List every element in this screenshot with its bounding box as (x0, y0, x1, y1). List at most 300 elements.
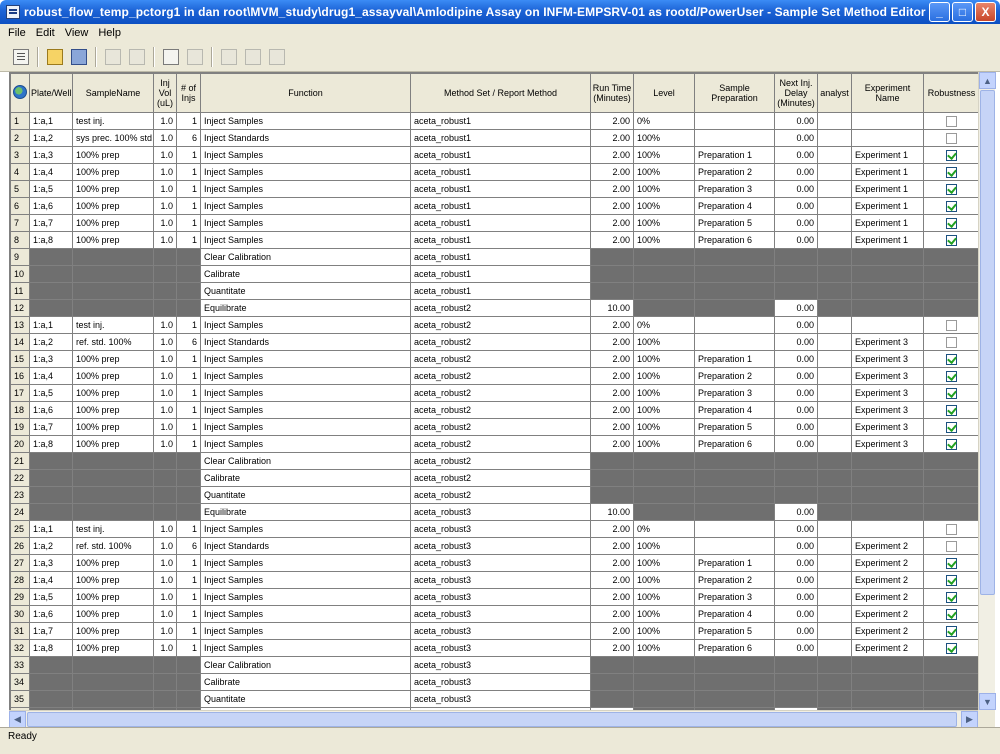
level-cell[interactable]: 0% (634, 317, 695, 334)
analyst-cell[interactable] (818, 555, 852, 572)
analyst-cell[interactable] (818, 164, 852, 181)
experiment-name-cell[interactable]: Experiment 3 (852, 436, 924, 453)
robustness-cell[interactable] (924, 572, 979, 589)
next-inj-delay-cell[interactable]: 0.00 (775, 504, 818, 521)
sample-prep-cell[interactable]: Preparation 1 (695, 351, 775, 368)
column-header[interactable]: Level (634, 74, 695, 113)
analyst-cell[interactable] (818, 232, 852, 249)
sample-name-cell[interactable]: 100% prep (73, 623, 154, 640)
sample-name-cell[interactable] (73, 266, 154, 283)
method-set-cell[interactable]: aceta_robust1 (411, 215, 591, 232)
experiment-name-cell[interactable]: Experiment 3 (852, 334, 924, 351)
copy-button[interactable] (242, 46, 264, 68)
num-injs-cell[interactable] (177, 249, 201, 266)
plate-well-cell[interactable]: 1:a,7 (30, 419, 73, 436)
table-row[interactable] (11, 470, 979, 487)
next-inj-delay-cell[interactable] (775, 691, 818, 708)
sample-name-cell[interactable] (73, 691, 154, 708)
sample-prep-cell[interactable] (695, 317, 775, 334)
experiment-name-cell[interactable]: Experiment 2 (852, 623, 924, 640)
row-number-cell[interactable]: 5 (11, 181, 30, 198)
function-cell[interactable]: Inject Samples (201, 164, 411, 181)
plate-well-cell[interactable]: 1:a,5 (30, 385, 73, 402)
next-inj-delay-cell[interactable]: 0.00 (775, 402, 818, 419)
column-header[interactable]: Sample Preparation (695, 74, 775, 113)
function-cell[interactable]: Inject Samples (201, 623, 411, 640)
level-cell[interactable] (634, 266, 695, 283)
method-set-cell[interactable]: aceta_robust1 (411, 283, 591, 300)
analyst-cell[interactable] (818, 181, 852, 198)
row-number-cell[interactable]: 20 (11, 436, 30, 453)
analyst-cell[interactable] (818, 402, 852, 419)
inj-vol-cell[interactable] (154, 691, 177, 708)
inj-vol-cell[interactable]: 1.0 (154, 640, 177, 657)
row-number-cell[interactable]: 4 (11, 164, 30, 181)
inj-vol-cell[interactable] (154, 487, 177, 504)
table-row[interactable] (11, 521, 979, 538)
inj-vol-cell[interactable]: 1.0 (154, 113, 177, 130)
row-number-cell[interactable]: 14 (11, 334, 30, 351)
save-button[interactable] (68, 46, 90, 68)
vertical-scrollbar[interactable] (978, 72, 995, 710)
analyst-cell[interactable] (818, 606, 852, 623)
insert-row-button[interactable] (102, 46, 124, 68)
plate-well-cell[interactable] (30, 249, 73, 266)
run-time-cell[interactable]: 2.00 (591, 317, 634, 334)
robustness-cell[interactable] (924, 215, 979, 232)
analyst-cell[interactable] (818, 487, 852, 504)
plate-well-cell[interactable] (30, 657, 73, 674)
table-row[interactable] (11, 266, 979, 283)
robustness-checkbox[interactable] (946, 422, 957, 433)
robustness-cell[interactable] (924, 300, 979, 317)
scroll-up-icon[interactable]: ▲ (979, 72, 996, 89)
inj-vol-cell[interactable] (154, 674, 177, 691)
sample-prep-cell[interactable]: Preparation 2 (695, 368, 775, 385)
num-injs-cell[interactable]: 6 (177, 130, 201, 147)
method-set-cell[interactable]: aceta_robust2 (411, 470, 591, 487)
function-cell[interactable]: Inject Samples (201, 402, 411, 419)
table-row[interactable] (11, 419, 979, 436)
run-time-cell[interactable]: 2.00 (591, 215, 634, 232)
analyst-cell[interactable] (818, 130, 852, 147)
inj-vol-cell[interactable]: 1.0 (154, 589, 177, 606)
next-inj-delay-cell[interactable]: 0.00 (775, 198, 818, 215)
method-set-cell[interactable]: aceta_robust2 (411, 436, 591, 453)
row-number-cell[interactable]: 3 (11, 147, 30, 164)
robustness-cell[interactable] (924, 470, 979, 487)
function-cell[interactable]: Inject Samples (201, 385, 411, 402)
method-set-cell[interactable]: aceta_robust2 (411, 368, 591, 385)
run-time-cell[interactable]: 2.00 (591, 147, 634, 164)
method-set-cell[interactable]: aceta_robust3 (411, 572, 591, 589)
next-inj-delay-cell[interactable]: 0.00 (775, 623, 818, 640)
row-number-cell[interactable]: 21 (11, 453, 30, 470)
robustness-checkbox[interactable] (946, 575, 957, 586)
level-cell[interactable]: 100% (634, 538, 695, 555)
plate-well-cell[interactable]: 1:a,4 (30, 368, 73, 385)
table-row[interactable] (11, 640, 979, 657)
row-number-cell[interactable]: 35 (11, 691, 30, 708)
table-row[interactable] (11, 402, 979, 419)
sample-name-cell[interactable]: test inj. (73, 521, 154, 538)
sample-prep-cell[interactable] (695, 487, 775, 504)
num-injs-cell[interactable] (177, 470, 201, 487)
function-cell[interactable]: Inject Standards (201, 334, 411, 351)
open-button[interactable] (44, 46, 66, 68)
table-row[interactable] (11, 181, 979, 198)
run-time-cell[interactable]: 2.00 (591, 351, 634, 368)
row-number-cell[interactable]: 29 (11, 589, 30, 606)
vertical-scroll-thumb[interactable] (980, 90, 995, 595)
row-number-cell[interactable]: 23 (11, 487, 30, 504)
sample-name-cell[interactable] (73, 283, 154, 300)
row-number-cell[interactable]: 34 (11, 674, 30, 691)
robustness-cell[interactable] (924, 402, 979, 419)
row-number-cell[interactable]: 24 (11, 504, 30, 521)
table-row[interactable] (11, 249, 979, 266)
method-set-cell[interactable]: aceta_robust3 (411, 555, 591, 572)
function-cell[interactable]: Clear Calibration (201, 249, 411, 266)
sample-name-cell[interactable]: test inj. (73, 317, 154, 334)
table-row[interactable] (11, 385, 979, 402)
plate-well-cell[interactable]: 1:a,8 (30, 436, 73, 453)
analyst-cell[interactable] (818, 351, 852, 368)
next-inj-delay-cell[interactable] (775, 470, 818, 487)
robustness-checkbox[interactable] (946, 388, 957, 399)
sample-name-cell[interactable] (73, 674, 154, 691)
run-time-cell[interactable] (591, 249, 634, 266)
sample-prep-cell[interactable] (695, 470, 775, 487)
plate-well-cell[interactable]: 1:a,1 (30, 113, 73, 130)
robustness-cell[interactable] (924, 504, 979, 521)
robustness-checkbox[interactable] (946, 439, 957, 450)
next-inj-delay-cell[interactable]: 0.00 (775, 385, 818, 402)
experiment-name-cell[interactable] (852, 317, 924, 334)
run-time-cell[interactable]: 2.00 (591, 436, 634, 453)
robustness-checkbox[interactable] (946, 558, 957, 569)
scroll-right-icon[interactable]: ▶ (961, 711, 978, 728)
next-inj-delay-cell[interactable]: 0.00 (775, 368, 818, 385)
robustness-checkbox[interactable] (946, 643, 957, 654)
experiment-name-cell[interactable] (852, 487, 924, 504)
inj-vol-cell[interactable] (154, 300, 177, 317)
table-row[interactable] (11, 538, 979, 555)
inj-vol-cell[interactable] (154, 453, 177, 470)
level-cell[interactable]: 100% (634, 198, 695, 215)
next-inj-delay-cell[interactable]: 0.00 (775, 572, 818, 589)
run-time-cell[interactable] (591, 674, 634, 691)
close-button[interactable]: X (975, 2, 996, 22)
method-set-cell[interactable]: aceta_robust3 (411, 657, 591, 674)
row-number-cell[interactable]: 33 (11, 657, 30, 674)
analyst-cell[interactable] (818, 249, 852, 266)
table-row[interactable] (11, 555, 979, 572)
analyst-cell[interactable] (818, 300, 852, 317)
run-time-cell[interactable]: 2.00 (591, 232, 634, 249)
num-injs-cell[interactable] (177, 300, 201, 317)
run-time-cell[interactable]: 2.00 (591, 538, 634, 555)
level-cell[interactable]: 100% (634, 351, 695, 368)
robustness-cell[interactable] (924, 487, 979, 504)
robustness-checkbox[interactable] (946, 133, 957, 144)
level-cell[interactable]: 100% (634, 606, 695, 623)
menu-edit[interactable]: Edit (35, 27, 55, 39)
robustness-checkbox[interactable] (946, 184, 957, 195)
table-row[interactable] (11, 215, 979, 232)
num-injs-cell[interactable] (177, 691, 201, 708)
robustness-checkbox[interactable] (946, 541, 957, 552)
num-injs-cell[interactable]: 1 (177, 215, 201, 232)
experiment-name-cell[interactable] (852, 130, 924, 147)
robustness-cell[interactable] (924, 266, 979, 283)
inj-vol-cell[interactable]: 1.0 (154, 351, 177, 368)
analyst-cell[interactable] (818, 589, 852, 606)
sample-prep-cell[interactable] (695, 453, 775, 470)
run-time-cell[interactable]: 2.00 (591, 198, 634, 215)
experiment-name-cell[interactable]: Experiment 1 (852, 198, 924, 215)
function-cell[interactable]: Inject Samples (201, 317, 411, 334)
num-injs-cell[interactable]: 6 (177, 334, 201, 351)
table-row[interactable] (11, 113, 979, 130)
plate-well-cell[interactable]: 1:a,4 (30, 164, 73, 181)
method-set-cell[interactable]: aceta_robust3 (411, 691, 591, 708)
table-row[interactable] (11, 164, 979, 181)
experiment-name-cell[interactable] (852, 470, 924, 487)
run-time-cell[interactable]: 10.00 (591, 504, 634, 521)
run-time-cell[interactable]: 10.00 (591, 300, 634, 317)
level-cell[interactable]: 100% (634, 589, 695, 606)
row-number-cell[interactable]: 32 (11, 640, 30, 657)
next-inj-delay-cell[interactable]: 0.00 (775, 215, 818, 232)
num-injs-cell[interactable]: 6 (177, 538, 201, 555)
num-injs-cell[interactable]: 1 (177, 147, 201, 164)
table-row[interactable] (11, 674, 979, 691)
level-cell[interactable]: 100% (634, 130, 695, 147)
method-set-cell[interactable]: aceta_robust1 (411, 266, 591, 283)
plate-well-cell[interactable]: 1:a,7 (30, 623, 73, 640)
run-time-cell[interactable]: 2.00 (591, 572, 634, 589)
analyst-cell[interactable] (818, 368, 852, 385)
method-set-cell[interactable]: aceta_robust3 (411, 538, 591, 555)
sample-name-cell[interactable]: 100% prep (73, 640, 154, 657)
sample-name-cell[interactable]: 100% prep (73, 232, 154, 249)
sample-prep-cell[interactable] (695, 300, 775, 317)
robustness-checkbox[interactable] (946, 116, 957, 127)
function-cell[interactable]: Inject Samples (201, 606, 411, 623)
next-inj-delay-cell[interactable]: 0.00 (775, 351, 818, 368)
table-row[interactable] (11, 334, 979, 351)
level-cell[interactable] (634, 453, 695, 470)
plate-well-cell[interactable]: 1:a,4 (30, 572, 73, 589)
robustness-checkbox[interactable] (946, 167, 957, 178)
method-set-cell[interactable]: aceta_robust1 (411, 198, 591, 215)
table-row[interactable] (11, 487, 979, 504)
analyst-cell[interactable] (818, 385, 852, 402)
num-injs-cell[interactable] (177, 283, 201, 300)
table-row[interactable] (11, 691, 979, 708)
run-time-cell[interactable]: 2.00 (591, 419, 634, 436)
menu-help[interactable]: Help (98, 27, 121, 39)
run-time-cell[interactable]: 2.00 (591, 164, 634, 181)
plate-well-cell[interactable] (30, 504, 73, 521)
robustness-cell[interactable] (924, 334, 979, 351)
run-time-cell[interactable] (591, 657, 634, 674)
sample-name-cell[interactable]: 100% prep (73, 215, 154, 232)
num-injs-cell[interactable]: 1 (177, 164, 201, 181)
sample-name-cell[interactable]: test inj. (73, 113, 154, 130)
row-number-cell[interactable]: 12 (11, 300, 30, 317)
run-time-cell[interactable] (591, 470, 634, 487)
next-inj-delay-cell[interactable]: 0.00 (775, 147, 818, 164)
inj-vol-cell[interactable]: 1.0 (154, 130, 177, 147)
num-injs-cell[interactable] (177, 674, 201, 691)
inj-vol-cell[interactable] (154, 470, 177, 487)
function-cell[interactable]: Inject Samples (201, 147, 411, 164)
row-number-cell[interactable]: 15 (11, 351, 30, 368)
sample-prep-cell[interactable]: Preparation 5 (695, 623, 775, 640)
run-time-cell[interactable] (591, 487, 634, 504)
inj-vol-cell[interactable] (154, 657, 177, 674)
sample-name-cell[interactable] (73, 657, 154, 674)
analyst-cell[interactable] (818, 470, 852, 487)
inj-vol-cell[interactable]: 1.0 (154, 215, 177, 232)
sample-prep-cell[interactable]: Preparation 2 (695, 572, 775, 589)
table-row[interactable] (11, 232, 979, 249)
new-button[interactable] (10, 46, 32, 68)
next-inj-delay-cell[interactable] (775, 674, 818, 691)
analyst-cell[interactable] (818, 215, 852, 232)
inj-vol-cell[interactable]: 1.0 (154, 147, 177, 164)
run-time-cell[interactable] (591, 283, 634, 300)
function-cell[interactable]: Clear Calibration (201, 453, 411, 470)
function-cell[interactable]: Equilibrate (201, 300, 411, 317)
level-cell[interactable]: 0% (634, 113, 695, 130)
row-number-cell[interactable]: 1 (11, 113, 30, 130)
plate-well-cell[interactable]: 1:a,2 (30, 334, 73, 351)
method-set-cell[interactable]: aceta_robust1 (411, 249, 591, 266)
level-cell[interactable] (634, 487, 695, 504)
robustness-cell[interactable] (924, 640, 979, 657)
method-set-cell[interactable]: aceta_robust2 (411, 317, 591, 334)
table-row[interactable] (11, 283, 979, 300)
menu-view[interactable]: View (64, 27, 89, 39)
sample-prep-cell[interactable]: Preparation 6 (695, 436, 775, 453)
inj-vol-cell[interactable] (154, 283, 177, 300)
table-row[interactable] (11, 504, 979, 521)
function-cell[interactable]: Quantitate (201, 691, 411, 708)
sample-prep-cell[interactable]: Preparation 5 (695, 419, 775, 436)
method-set-cell[interactable]: aceta_robust2 (411, 487, 591, 504)
robustness-cell[interactable] (924, 385, 979, 402)
level-cell[interactable]: 100% (634, 232, 695, 249)
analyst-cell[interactable] (818, 436, 852, 453)
robustness-cell[interactable] (924, 674, 979, 691)
level-cell[interactable] (634, 283, 695, 300)
sample-name-cell[interactable]: 100% prep (73, 402, 154, 419)
function-cell[interactable]: Inject Samples (201, 181, 411, 198)
level-cell[interactable] (634, 470, 695, 487)
row-number-cell[interactable]: 10 (11, 266, 30, 283)
robustness-checkbox[interactable] (946, 609, 957, 620)
function-cell[interactable]: Calibrate (201, 266, 411, 283)
robustness-cell[interactable] (924, 419, 979, 436)
run-time-cell[interactable]: 2.00 (591, 521, 634, 538)
robustness-cell[interactable] (924, 147, 979, 164)
next-inj-delay-cell[interactable]: 0.00 (775, 300, 818, 317)
run-time-cell[interactable] (591, 266, 634, 283)
column-header[interactable]: Function (201, 74, 411, 113)
method-set-cell[interactable]: aceta_robust1 (411, 232, 591, 249)
table-row[interactable] (11, 589, 979, 606)
robustness-checkbox[interactable] (946, 354, 957, 365)
robustness-cell[interactable] (924, 198, 979, 215)
analyst-cell[interactable] (818, 113, 852, 130)
table-row[interactable] (11, 198, 979, 215)
plate-well-cell[interactable]: 1:a,1 (30, 521, 73, 538)
level-cell[interactable] (634, 691, 695, 708)
robustness-cell[interactable] (924, 113, 979, 130)
sample-name-cell[interactable]: sys prec. 100% std (73, 130, 154, 147)
experiment-name-cell[interactable] (852, 691, 924, 708)
analyst-cell[interactable] (818, 691, 852, 708)
experiment-name-cell[interactable]: Experiment 1 (852, 232, 924, 249)
sample-name-cell[interactable]: 100% prep (73, 368, 154, 385)
robustness-cell[interactable] (924, 657, 979, 674)
row-number-cell[interactable]: 7 (11, 215, 30, 232)
column-header[interactable]: Next Inj. Delay (Minutes) (775, 74, 818, 113)
inj-vol-cell[interactable]: 1.0 (154, 623, 177, 640)
robustness-checkbox[interactable] (946, 371, 957, 382)
row-number-cell[interactable]: 25 (11, 521, 30, 538)
analyst-cell[interactable] (818, 147, 852, 164)
num-injs-cell[interactable] (177, 657, 201, 674)
sample-name-cell[interactable]: 100% prep (73, 572, 154, 589)
minimize-button[interactable]: _ (929, 2, 950, 22)
cut-button[interactable] (218, 46, 240, 68)
num-injs-cell[interactable]: 1 (177, 368, 201, 385)
sample-prep-cell[interactable] (695, 521, 775, 538)
sample-name-cell[interactable]: 100% prep (73, 419, 154, 436)
table-row[interactable] (11, 317, 979, 334)
row-number-cell[interactable]: 28 (11, 572, 30, 589)
next-inj-delay-cell[interactable] (775, 249, 818, 266)
column-header[interactable]: SampleName (73, 74, 154, 113)
inj-vol-cell[interactable]: 1.0 (154, 334, 177, 351)
plate-well-cell[interactable]: 1:a,6 (30, 402, 73, 419)
next-inj-delay-cell[interactable]: 0.00 (775, 334, 818, 351)
sample-prep-cell[interactable]: Preparation 6 (695, 232, 775, 249)
function-cell[interactable]: Inject Samples (201, 215, 411, 232)
run-time-cell[interactable]: 2.00 (591, 606, 634, 623)
function-cell[interactable]: Inject Standards (201, 538, 411, 555)
experiment-name-cell[interactable]: Experiment 3 (852, 351, 924, 368)
inj-vol-cell[interactable]: 1.0 (154, 198, 177, 215)
run-time-cell[interactable]: 2.00 (591, 589, 634, 606)
plate-well-cell[interactable]: 1:a,8 (30, 640, 73, 657)
method-set-cell[interactable]: aceta_robust3 (411, 606, 591, 623)
table-row[interactable] (11, 368, 979, 385)
method-set-cell[interactable]: aceta_robust1 (411, 130, 591, 147)
method-set-cell[interactable]: aceta_robust3 (411, 589, 591, 606)
next-inj-delay-cell[interactable] (775, 657, 818, 674)
analyst-cell[interactable] (818, 317, 852, 334)
row-number-cell[interactable]: 19 (11, 419, 30, 436)
level-cell[interactable]: 100% (634, 572, 695, 589)
experiment-name-cell[interactable]: Experiment 1 (852, 181, 924, 198)
horizontal-scroll-thumb[interactable] (27, 712, 957, 727)
next-inj-delay-cell[interactable] (775, 266, 818, 283)
